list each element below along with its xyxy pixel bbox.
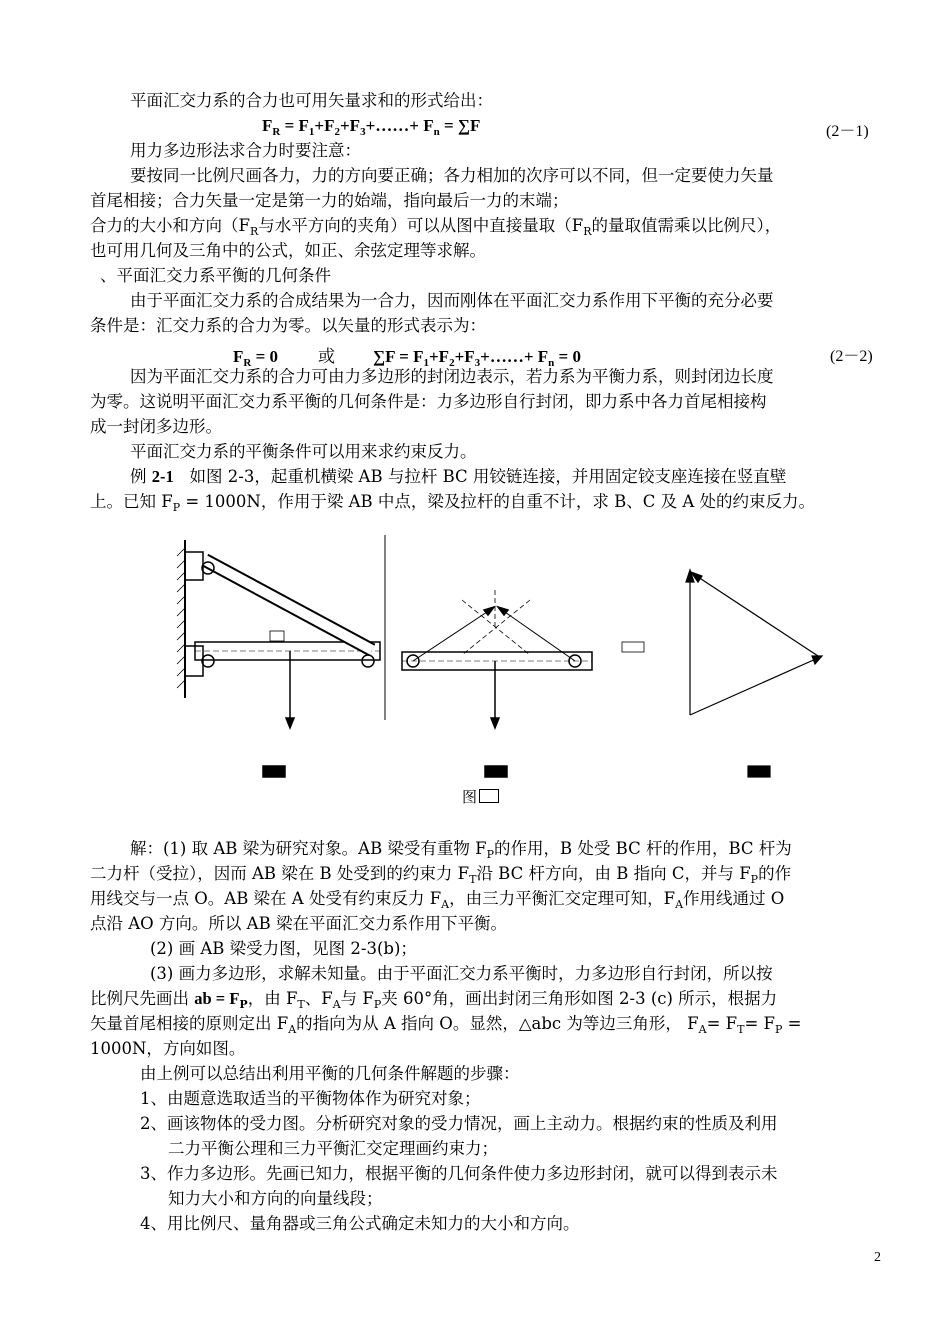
figure-2-3 xyxy=(150,530,900,810)
equation-2-1: $F_R$ = $F_1+F_2+F_3+\dots\dots+ F_n = \sum F$ xyxy=(262,116,481,138)
solution-line-2: 二力杆（受拉），因而 AB 梁在 B 处受到的约束力 $F_T$沿 BC 杆方向，由 B 指向 C，并与 $F_P$的作 xyxy=(90,864,792,886)
solution-step-3d: 1000N，方向如图。 xyxy=(90,1039,246,1058)
equation-number-2-2: (2－2) xyxy=(830,348,873,365)
step-4: 4、用比例尺、量角器或三角公式确定未知力的大小和方向。 xyxy=(140,1214,580,1233)
para-rule-1a: 要按同一比例尺画各力，力的方向要正确；各力相加的次序可以不同，但一定要使力矢量 xyxy=(130,166,774,185)
solution-step-3c: 矢量首尾相接的原则定出 $F_A$的指向为从 A 指向 O。显然，△abc 为等边三角形， $F_A= F_T= F_P$ = xyxy=(90,1014,802,1036)
step-3b: 知力大小和方向的向量线段； xyxy=(168,1189,383,1208)
figure-c-force-triangle xyxy=(622,570,822,777)
example-line-a: 例 2-1 如图 2-3，起重机横梁 AB 与拉杆 BC 用铰链连接，并用固定铰支座连接在竖直壁 xyxy=(130,467,787,486)
equation-2-2: $F_R = 0$ 或 $\sum F = F_1+F_2+F_3+\dots\dots+ F_n = 0$ xyxy=(233,347,581,369)
para-closure-a: 因为平面汇交力系的合力可由力多边形的封闭边表示，若力系为平衡力系，则封闭边长度 xyxy=(130,367,774,386)
para-closure-b: 为零。这说明平面汇交力系平衡的几何条件是：力多边形自行封闭，即力系中各力首尾相接构 xyxy=(90,392,767,411)
solution-step-3b: 比例尺先画出 ab = $F_P$，由 $F_T$、$F_A$与 $F_P$夹 60°角，画出封闭三角形如图 2-3 (c) 所示，根据力 xyxy=(90,989,778,1011)
solution-line-3: 用线交与一点 O。AB 梁在 A 处受有约束反力 $F_A$，由三力平衡汇交定理可知，$F_A$作用线通过 O xyxy=(90,889,785,911)
equation-number-2-1: (2－1) xyxy=(826,123,869,140)
para-equilibrium-b: 条件是：汇交力系的合力为零。以矢量的形式表示为： xyxy=(90,316,486,335)
para-closure-c: 成一封闭多边形。 xyxy=(90,417,222,436)
page-number: 2 xyxy=(874,1250,881,1265)
solution-step-3a: (3) 画力多边形，求解未知量。由于平面汇交力系平衡时，力多边形自行封闭，所以按 xyxy=(150,964,773,983)
steps-intro: 由上例可以总结出利用平衡的几何条件解题的步骤： xyxy=(140,1064,520,1083)
solution-line-1: 解：(1) 取 AB 梁为研究对象。AB 梁受有重物 $F_P$的作用，B 处受 BC 杆的作用，BC 杆为 xyxy=(130,839,792,861)
para-intro: 平面汇交力系的合力也可用矢量求和的形式给出： xyxy=(130,91,493,110)
para-rule-2b: 也可用几何及三角中的公式，如正、余弦定理等求解。 xyxy=(90,241,486,260)
figure-a-crane xyxy=(177,540,380,777)
example-line-b: 上。已知 $F_P = 1000N$，作用于梁 AB 中点，梁及拉杆的自重不计，求 B、C 及 A 处的约束反力。 xyxy=(90,492,816,514)
solution-step-2: (2) 画 AB 梁受力图，见图 2-3(b)； xyxy=(150,939,417,958)
step-2b: 二力平衡公理和三力平衡汇交定理画约束力； xyxy=(168,1139,498,1158)
solution-line-4: 点沿 AO 方向。所以 AB 梁在平面汇交力系作用下平衡。 xyxy=(90,914,507,933)
para-equilibrium-a: 由于平面汇交力系的合成结果为一合力，因而刚体在平面汇交力系作用下平衡的充分必要 xyxy=(130,291,774,310)
para-rule-1b: 首尾相接；合力矢量一定是第一力的始端，指向最后一力的末端； xyxy=(90,191,569,210)
section-heading: 、平面汇交力系平衡的几何条件 xyxy=(100,266,331,285)
step-1: 1、由题意选取适当的平衡物体作为研究对象； xyxy=(140,1089,481,1108)
step-3a: 3、作力多边形。先画已知力，根据平衡的几何条件使力多边形封闭，就可以得到表示未 xyxy=(140,1164,778,1183)
para-polygon-notes: 用力多边形法求合力时要注意： xyxy=(130,141,361,160)
para-rule-2a: 合力的大小和方向（$F_R$与水平方向的夹角）可以从图中直接量取（$F_R$的量取值需乘以比例尺）， xyxy=(90,216,782,238)
step-2a: 2、画该物体的受力图。分析研究对象的受力情况，画上主动力。根据约束的性质及利用 xyxy=(140,1114,778,1133)
figure-caption: 图 xyxy=(462,786,499,807)
para-application: 平面汇交力系的平衡条件可以用来求约束反力。 xyxy=(130,442,477,461)
figure-b-free-body xyxy=(402,590,592,777)
